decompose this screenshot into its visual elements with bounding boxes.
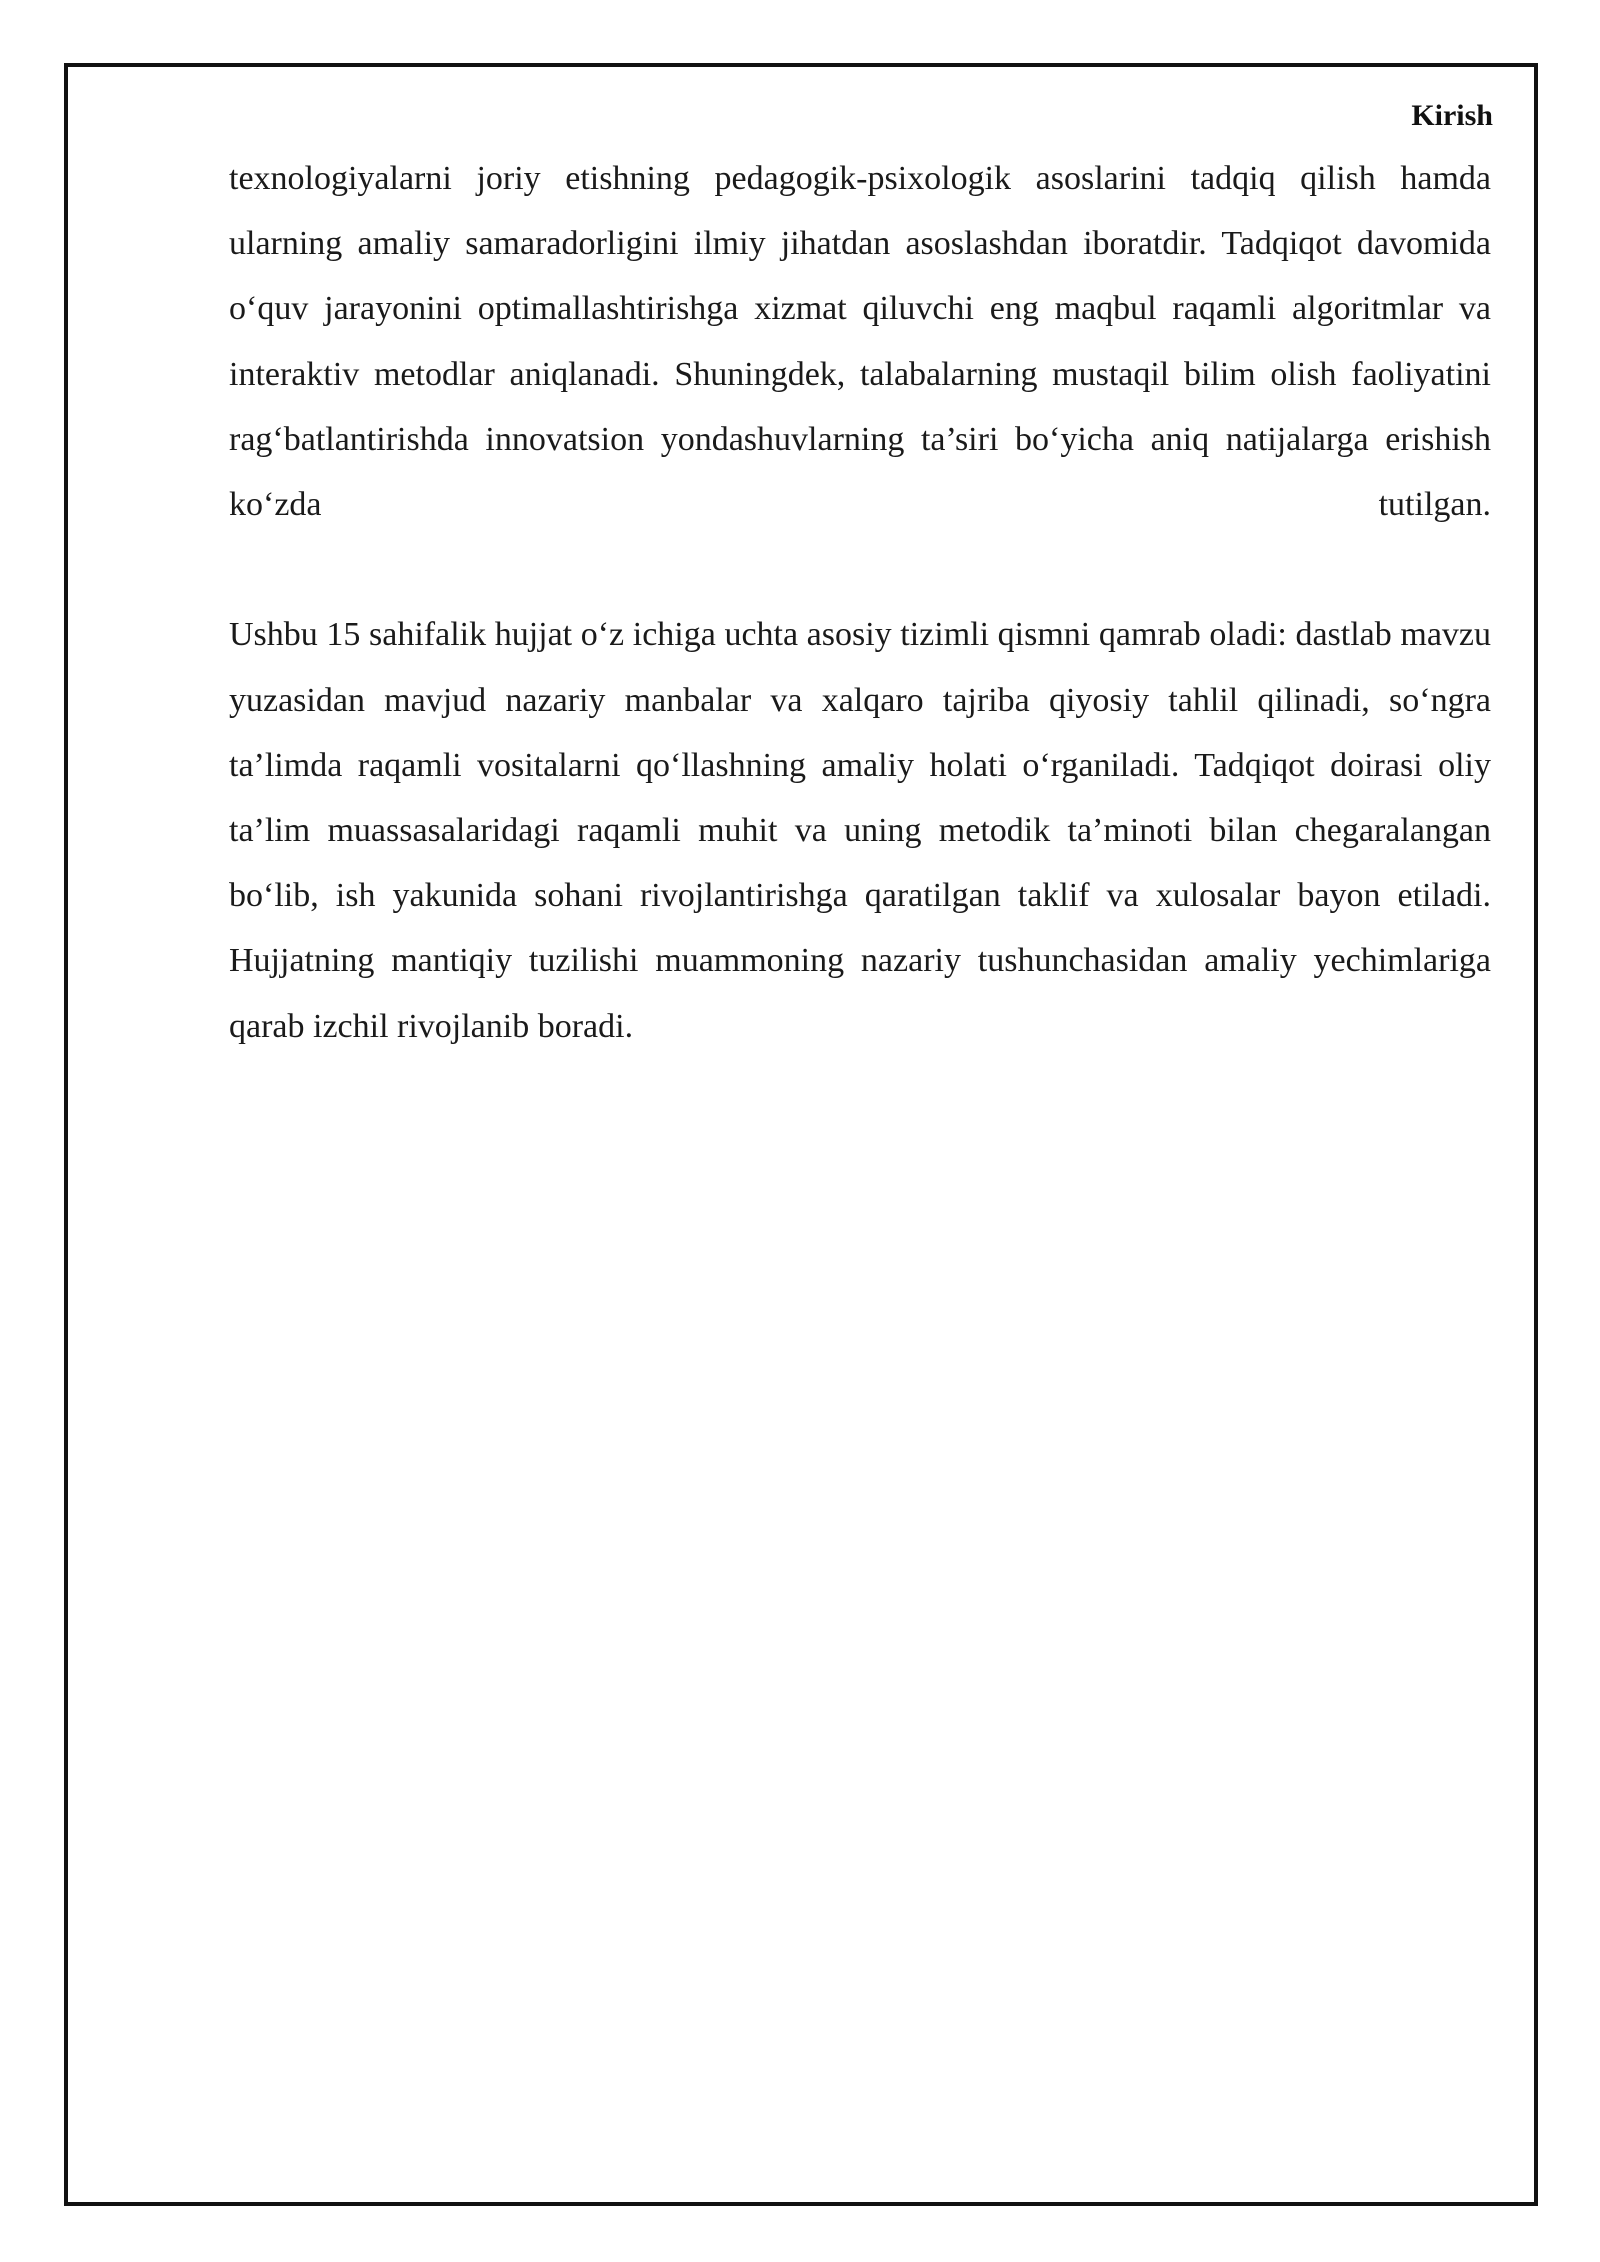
document-body xyxy=(229,146,1491,1059)
section-header: Kirish xyxy=(1411,99,1493,132)
paragraph: texnologiyalarni joriy etishning pedagogik-psixologik asoslarini tadqiq qilish hamda ularning amaliy samaradorligini ilmiy jihatdan asoslashdan iboratdir. Tadqiqot davomida o‘quv jarayonini optimallashtirishga xizmat qiluvchi eng maqbul raqamli algoritmlar va interaktiv metodlar aniqlanadi. Shuningdek, talabalarning mustaqil bilim olish faoliyatini rag‘batlantirishda innovatsion yondashuvlarning ta’siri bo‘yicha aniq natijalarga erishish ko‘zda tutilgan. xyxy=(229,160,1491,524)
paragraph-spacer xyxy=(229,537,1491,602)
paragraph: Ushbu 15 sahifalik hujjat o‘z ichiga uchta asosiy tizimli qismni qamrab oladi: dastlab mavzu yuzasidan mavjud nazariy manbalar va xalqaro tajriba qiyosiy tahlil qilinadi, so‘ngra ta’limda raqamli vositalarni qo‘llashning amaliy holati o‘rganiladi. Tadqiqot doirasi oliy ta’lim muassasalaridagi raqamli muhit va uning metodik ta’minoti bilan chegaralangan bo‘lib, ish yakunida sohani rivojlantirishga qaratilgan taklif va xulosalar bayon etiladi. Hujjatning mantiqiy tuzilishi muammoning nazariy tushunchasidan amaliy yechimlariga qarab izchil rivojlanib boradi. xyxy=(229,616,1491,1045)
